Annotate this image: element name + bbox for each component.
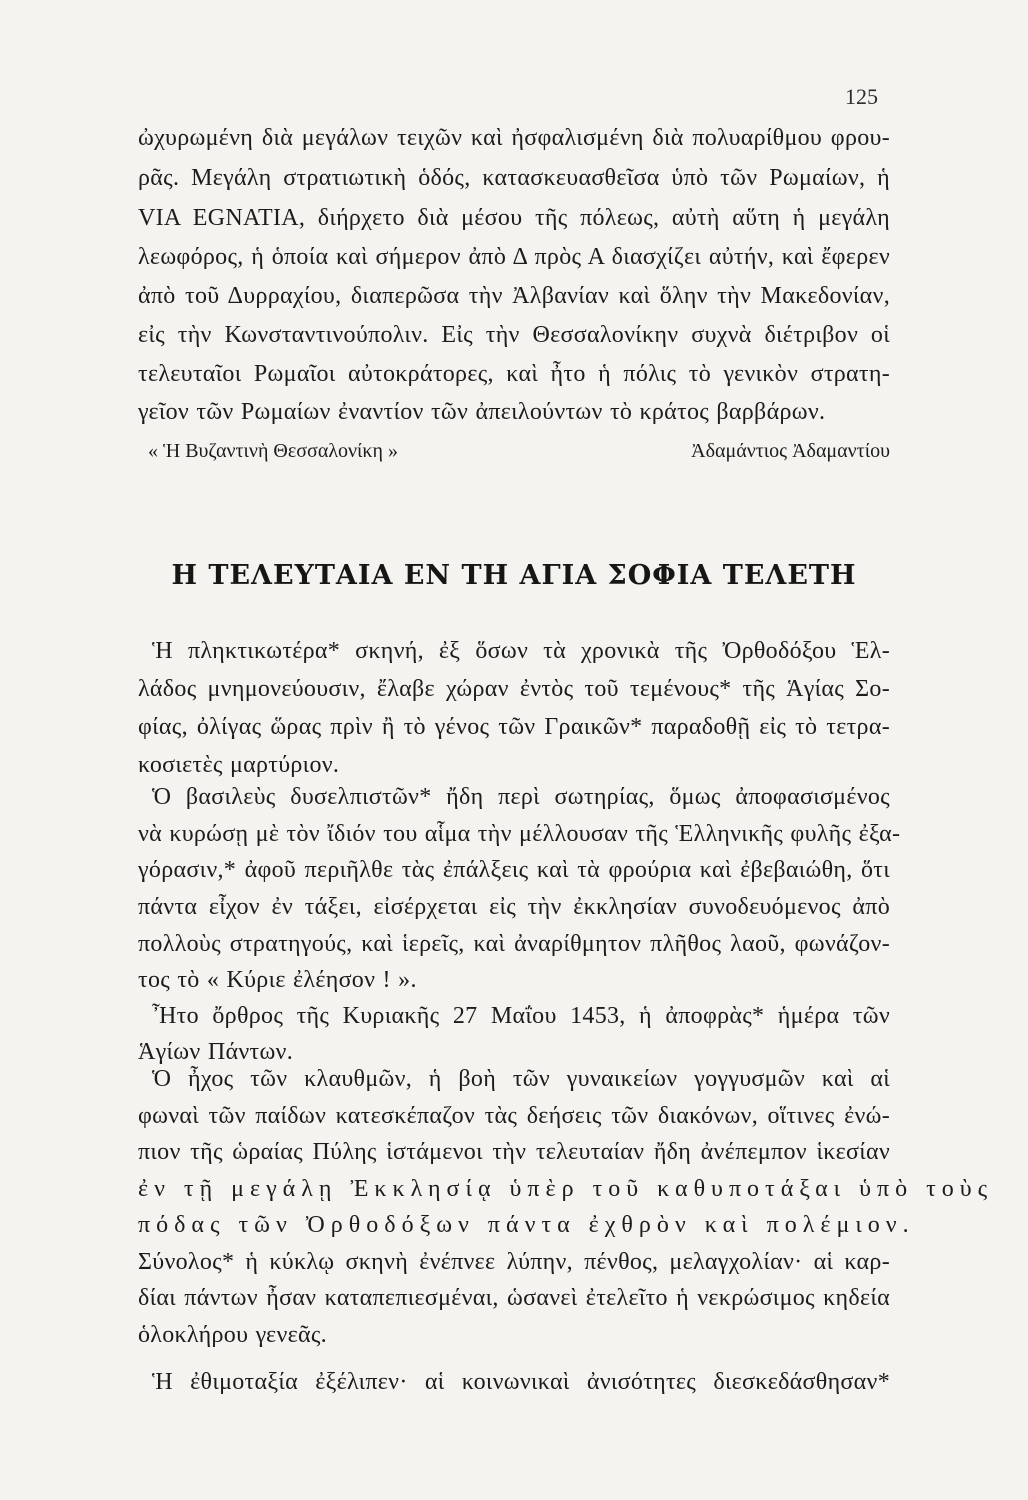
text-line: ρᾶς. Μεγάλη στρατιωτικὴ ὁδός, κατασκευασθεῖσα ὑπὸ τῶν Ρωμαίων, ἡ	[138, 165, 890, 191]
text-line: νὰ κυρώσῃ μὲ τὸν ἴδιόν του αἷμα τὴν μέλλουσαν τῆς Ἑλληνικῆς φυλῆς ἐξα-	[138, 821, 901, 847]
text-line: VIA EGNATIA, διήρχετο διὰ μέσου τῆς πόλεως, αὐτὴ αὕτη ἡ μεγάλη	[138, 205, 890, 231]
text-line: φωναὶ τῶν παίδων κατεσκέπαζον τὰς δεήσεις τῶν διακόνων, οἵτινες ἐνώ-	[138, 1103, 890, 1129]
page-number: 125	[845, 84, 878, 109]
text-line: εἰς τὴν Κωνσταντινούπολιν. Εἰς τὴν Θεσσαλονίκην συχνὰ διέτριβον οἱ	[138, 322, 890, 348]
text-line: γεῖον τῶν Ρωμαίων ἐναντίον τῶν ἀπειλούντων τὸ κράτος βαρβάρων.	[138, 399, 826, 425]
text-line: λάδος μνημονεύουσιν, ἔλαβε χώραν ἐντὸς τοῦ τεμένους* τῆς Ἁγίας Σο-	[138, 676, 890, 702]
text-line: γόρασιν,* ἀφοῦ περιῆλθε τὰς ἐπάλξεις καὶ τὰ φρούρια καὶ ἐβεβαιώθη, ὅτι	[138, 857, 890, 883]
text-line: τελευταῖοι Ρωμαῖοι αὐτοκράτορες, καὶ ἦτο ἡ πόλις τὸ γενικὸν στρατη-	[138, 361, 890, 387]
text-line: Σύνολος* ἡ κύκλῳ σκηνὴ ἐνέπνεε λύπην, πένθος, μελαγχολίαν· αἱ καρ-	[138, 1249, 890, 1275]
source-title: « Ἡ Βυζαντινὴ Θεσσαλονίκη »	[148, 440, 398, 462]
text-line: ἀπὸ τοῦ Δυρραχίου, διαπερῶσα τὴν Ἀλβανίαν καὶ ὅλην τὴν Μακεδονίαν,	[138, 283, 890, 309]
text-line: πολλοὺς στρατηγούς, καὶ ἱερεῖς, καὶ ἀναρίθμητον πλῆθος λαοῦ, φωνάζον-	[138, 931, 890, 957]
text-line: ὁλοκλήρου γενεᾶς.	[138, 1322, 327, 1348]
source-author: Ἀδαμάντιος Ἀδαμαντίου	[691, 440, 890, 462]
text-line: ὠχυρωμένη διὰ μεγάλων τειχῶν καὶ ἠσφαλισμένη διὰ πολυαρίθμου φρου-	[138, 125, 890, 151]
source-attribution	[148, 440, 890, 472]
text-line: δίαι πάντων ἦσαν καταπεπιεσμέναι, ὡσανεὶ ἐτελεῖτο ἡ νεκρώσιμος κηδεία	[138, 1285, 890, 1311]
text-line: φίας, ὀλίγας ὥρας πρὶν ἢ τὸ γένος τῶν Γραικῶν* παραδοθῇ εἰς τὸ τετρα-	[138, 714, 890, 740]
text-line: λεωφόρος, ἡ ὁποία καὶ σήμερον ἀπὸ Δ πρὸς Α διασχίζει αὐτήν, καὶ ἔφερεν	[138, 244, 890, 270]
text-line: πάντα εἶχον ἐν τάξει, εἰσέρχεται εἰς τὴν ἐκκλησίαν συνοδευόμενος ἀπὸ	[138, 894, 890, 920]
text-line: Ἦτο ὄρθρος τῆς Κυριακῆς 27 Μαΐου 1453, ἡ ἀποφρὰς* ἡμέρα τῶν	[152, 1003, 890, 1029]
section-heading: Η ΤΕΛΕΥΤΑΙΑ ΕΝ ΤΗ ΑΓΙΑ ΣΟΦΙΑ ΤΕΛΕΤΗ	[171, 560, 857, 591]
text-line: Ἡ πληκτικωτέρα* σκηνή, ἐξ ὅσων τὰ χρονικὰ τῆς Ὀρθοδόξου Ἑλ-	[152, 638, 890, 664]
text-line: τος τὸ « Κύριε ἐλέησον ! ».	[138, 967, 417, 993]
text-line: Ὁ ἦχος τῶν κλαυθμῶν, ἡ βοὴ τῶν γυναικείων γογγυσμῶν καὶ αἱ	[152, 1066, 890, 1092]
text-line: ἐν τῇ μεγάλῃ Ἐκκλησίᾳ ὑπὲρ τοῦ καθυποτάξαι ὑπὸ τοὺς	[138, 1176, 994, 1202]
text-line: πόδας τῶν Ὀρθοδόξων πάντα ἐχθρὸν καὶ πολέμιον.	[138, 1212, 915, 1238]
text-line: πιον τῆς ὡραίας Πύλης ἱστάμενοι τὴν τελευταίαν ἤδη ἀνέπεμπον ἱκεσίαν	[138, 1139, 890, 1165]
text-line: Ὁ βασιλεὺς δυσελπιστῶν* ἤδη περὶ σωτηρίας, ὅμως ἀποφασισμένος	[152, 784, 890, 810]
text-line: Ἁγίων Πάντων.	[138, 1039, 293, 1065]
text-line: Ἡ ἐθιμοταξία ἐξέλιπεν· αἱ κοινωνικαὶ ἀνισότητες διεσκεδάσθησαν*	[152, 1369, 890, 1395]
text-line: κοσιετὲς μαρτύριον.	[138, 752, 340, 778]
